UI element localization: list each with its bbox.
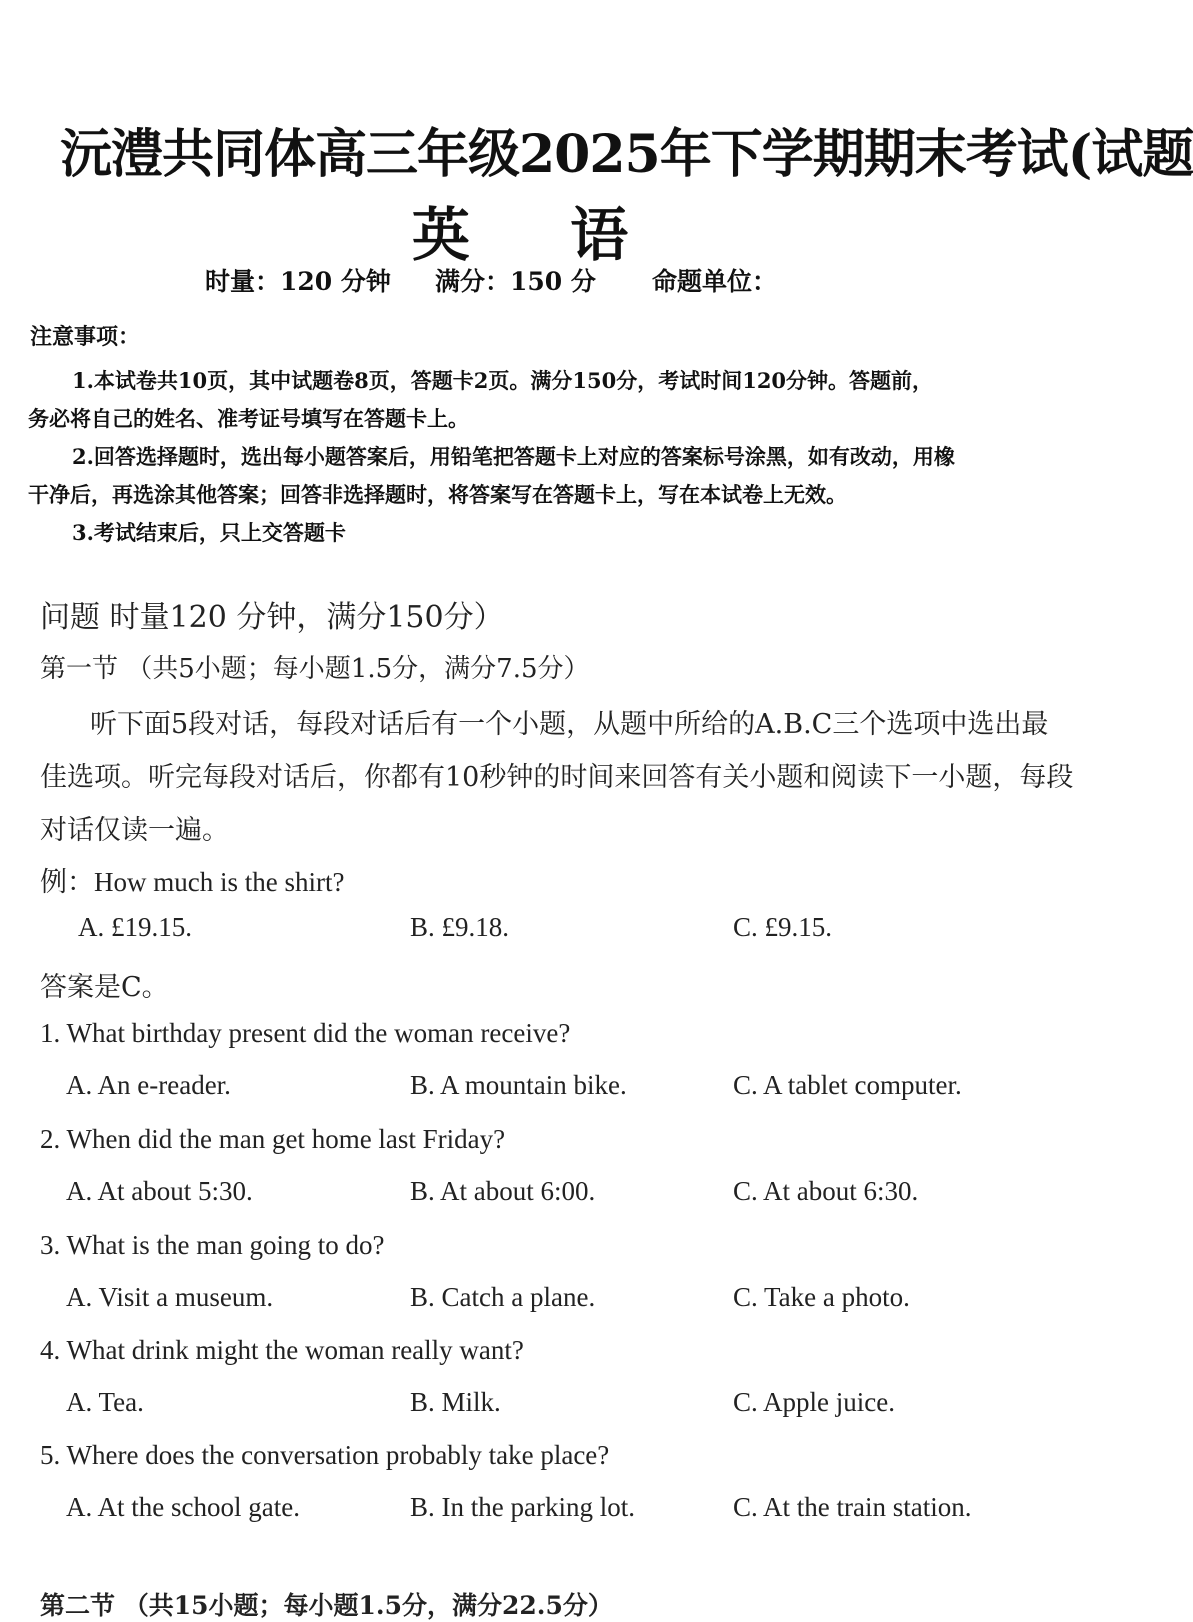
example-option-c: C. £9.15. [733,912,833,942]
section-header: 问题 时量120 分钟，满分150分） [40,600,504,635]
example-question: 例：How much is the shirt? [40,867,345,897]
exam-time: 时量：120 分钟 [205,267,391,296]
q4-option-a: A. Tea. [66,1387,144,1417]
example-option-b: B. £9.18. [410,912,510,942]
intro-line: 对话仅读一遍。 [40,815,229,846]
note-line: 干净后，再选涂其他答案；回答非选择题时，将答案写在答题卡上，写在本试卷上无效。 [28,482,847,507]
note-line: 3.考试结束后，只上交答题卡 [72,520,346,545]
q3-option-c: C. Take a photo. [733,1282,910,1312]
question-5: 5. Where does the conversation probably take place? [40,1440,610,1470]
q2-option-b: B. At about 6:00. [410,1176,596,1206]
q5-option-a: A. At the school gate. [66,1492,300,1522]
example-option-a: A. £19.15. [78,912,192,942]
notes-heading: 注意事项： [30,324,141,350]
subject-title: 英 语 [411,201,669,269]
q2-option-c: C. At about 6:30. [733,1176,919,1206]
setter-unit: 命题单位： [652,267,778,296]
q5-option-c: C. At the train station. [733,1492,972,1522]
q4-option-c: C. Apple juice. [733,1387,895,1417]
example-answer: 答案是C。 [40,972,169,1003]
part2-title: 第二节 （共15小题；每小题1.5分，满分22.5分） [40,1591,613,1620]
intro-line: 佳选项。听完每段对话后，你都有10秒钟的时间来回答有关小题和阅读下一小题，每段 [40,762,1074,793]
q5-option-b: B. In the parking lot. [410,1492,635,1522]
exam-title: 沅澧共同体高三年级2025年下学期期末考试(试题 [60,124,1193,185]
q1-option-a: A. An e-reader. [66,1070,231,1100]
part1-title: 第一节 （共5小题；每小题1.5分，满分7.5分） [40,654,590,684]
question-3: 3. What is the man going to do? [40,1230,385,1260]
full-score: 满分：150 分 [435,267,596,296]
q1-option-b: B. A mountain bike. [410,1070,627,1100]
note-line: 务必将自己的姓名、准考证号填写在答题卡上。 [28,406,469,431]
q1-option-c: C. A tablet computer. [733,1070,962,1100]
q2-option-a: A. At about 5:30. [66,1176,253,1206]
q4-option-b: B. Milk. [410,1387,501,1417]
question-1: 1. What birthday present did the woman receive? [40,1018,571,1048]
note-line: 1.本试卷共10页，其中试题卷8页，答题卡2页。满分150分，考试时间120分钟。答题前， [72,368,934,393]
question-2: 2. When did the man get home last Friday? [40,1124,506,1154]
intro-line: 听下面5段对话，每段对话后有一个小题，从题中所给的A.B.C三个选项中选出最 [90,709,1049,740]
note-line: 2.回答选择题时，选出每小题答案后，用铅笔把答题卡上对应的答案标号涂黑，如有改动，用橡 [72,444,955,469]
q3-option-b: B. Catch a plane. [410,1282,596,1312]
question-4: 4. What drink might the woman really want? [40,1335,524,1365]
q3-option-a: A. Visit a museum. [66,1282,274,1312]
